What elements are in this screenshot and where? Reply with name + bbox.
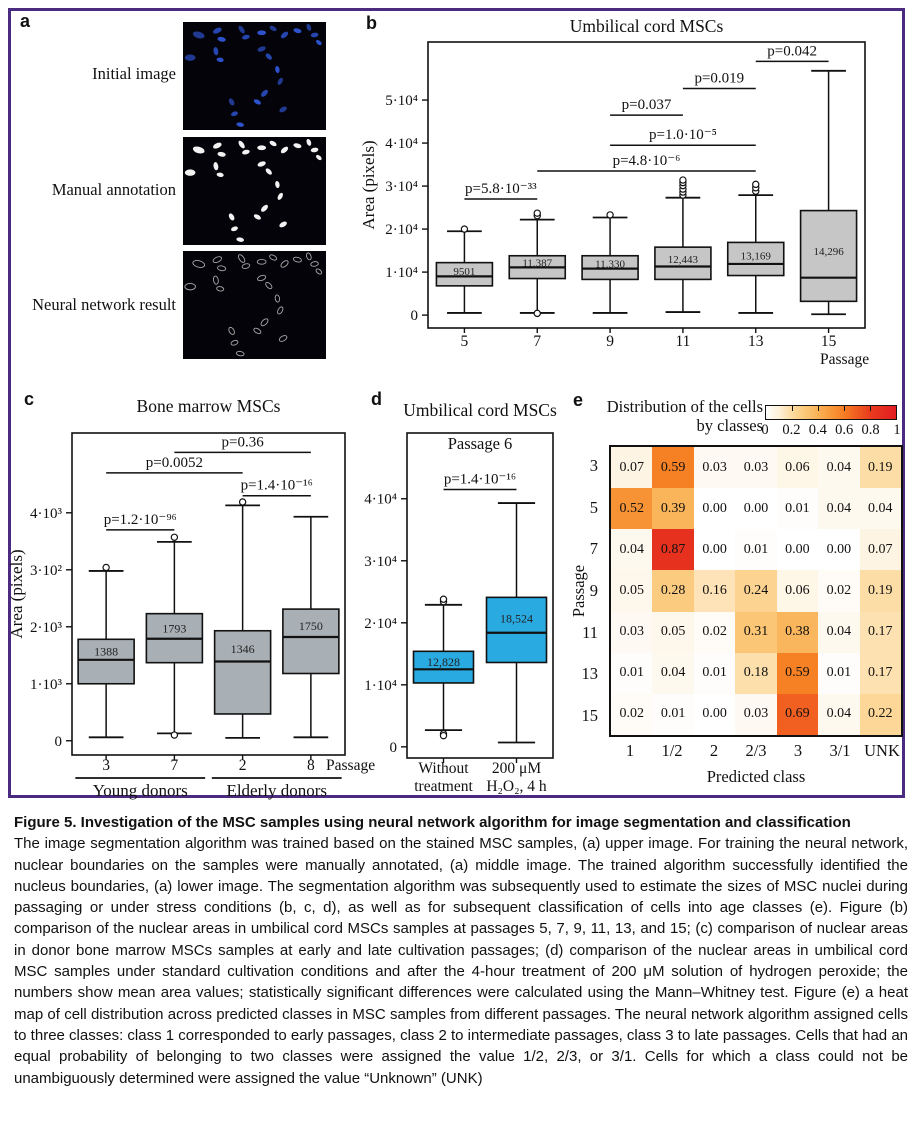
heatmap-row-label: 7	[589, 539, 598, 559]
nucleus	[257, 160, 267, 167]
nucleus	[230, 111, 238, 118]
nucleus	[237, 140, 246, 150]
nucleus	[236, 237, 244, 243]
outlier-point	[440, 733, 446, 739]
heatmap-cell: 0.01	[652, 694, 693, 735]
outlier-point	[680, 177, 686, 183]
heatmap-cell: 0.52	[611, 488, 652, 529]
nucleus	[242, 149, 251, 155]
heatmap-x-axis-label: Predicted class	[706, 767, 806, 786]
boxplot-box-1	[436, 226, 492, 333]
mean-value-label: 1793	[162, 621, 187, 636]
nucleus	[278, 220, 288, 228]
heatmap-grid	[609, 445, 903, 737]
nucleus	[276, 192, 284, 201]
nucleus	[280, 145, 290, 154]
heatmap-cell: 0.31	[735, 612, 776, 653]
nucleus	[192, 259, 205, 268]
nucleus	[257, 30, 266, 35]
nucleus	[275, 181, 280, 189]
nucleus	[192, 30, 205, 39]
outlier-point	[240, 499, 246, 505]
microscopy-manual-annotation	[183, 137, 326, 245]
nucleus	[260, 89, 269, 98]
heatmap-col-label: 2	[709, 741, 719, 760]
panel-a-annotation-label: Manual annotation	[51, 180, 176, 199]
heatmap-cell: 0.87	[652, 529, 693, 570]
boxplot-box-2	[487, 503, 547, 763]
heatmap-col-label: 3	[793, 741, 803, 760]
colorbar-tick-label: 0.2	[782, 422, 801, 438]
x-category-label: 200 μM	[491, 760, 542, 777]
figure-caption	[14, 812, 908, 1089]
heatmap-cell: 0.00	[694, 529, 735, 570]
heatmap-cell: 0.02	[611, 694, 652, 735]
nucleus	[237, 25, 246, 35]
plot-subtitle: Passage 6	[447, 434, 513, 453]
mean-value-label: 18,524	[500, 611, 533, 626]
y-tick-label: 1·10³	[30, 676, 62, 693]
nucleus	[228, 97, 236, 106]
nucleus	[216, 172, 224, 177]
nucleus	[265, 167, 274, 176]
heatmap-cell: 0.39	[652, 488, 693, 529]
y-tick-label: 3·10²	[30, 562, 62, 579]
heatmap-row-label: 15	[581, 706, 598, 726]
colorbar-tick	[792, 406, 793, 411]
nucleus	[257, 145, 266, 150]
x-category-label: 3	[102, 757, 110, 774]
outlier-point	[607, 212, 613, 218]
heatmap-cell: 0.59	[777, 653, 818, 694]
heatmap-cell: 0.01	[611, 653, 652, 694]
heatmap-row-label: 9	[589, 580, 598, 600]
boxplot-umbilical-passages	[358, 8, 910, 380]
colorbar-tick-labels	[761, 422, 901, 438]
outlier-point	[753, 181, 759, 187]
heatmap-cell: 0.24	[735, 570, 776, 611]
y-tick-label: 2·10³	[30, 619, 62, 636]
heatmap-cell: 0.01	[735, 529, 776, 570]
heatmap-cell: 0.17	[860, 612, 901, 653]
nucleus	[257, 259, 266, 264]
nucleus	[260, 204, 269, 213]
heatmap-cell: 0.01	[777, 488, 818, 529]
p-value-label: p=0.037	[621, 97, 672, 114]
x-axis-label: Passage	[326, 757, 376, 774]
colorbar	[765, 405, 897, 420]
nucleus	[216, 57, 224, 62]
x-axis-label: Passage	[820, 351, 870, 368]
donor-group-label: Young donors	[92, 781, 188, 800]
heatmap-col-label: 3/1	[829, 741, 851, 760]
heatmap-cell: 0.02	[694, 612, 735, 653]
boxplot-box-5	[728, 181, 784, 333]
heatmap-cell: 0.00	[694, 694, 735, 735]
heatmap-cell: 0.04	[860, 488, 901, 529]
p-value-label: p=1.0·10⁻⁵	[648, 127, 717, 144]
heatmap-cell: 0.16	[694, 570, 735, 611]
nucleus	[242, 263, 251, 269]
x-category-label: 7	[533, 333, 542, 350]
nucleus	[230, 226, 238, 233]
panel-a-result-label: Neural network result	[32, 295, 176, 314]
panel-e-heatmap	[565, 385, 915, 800]
heatmap-row-label: 11	[582, 622, 598, 642]
heatmap-cell: 0.06	[777, 447, 818, 488]
colorbar-tick	[870, 406, 871, 411]
caption-title: Figure 5. Investigation of the MSC samples using neural network algorithm for image segmentation and classification	[14, 814, 851, 831]
mean-value-label: 1346	[230, 642, 255, 657]
x-category-label: 2	[238, 757, 247, 774]
y-tick-label: 4·10⁴	[385, 136, 418, 153]
nucleus	[213, 47, 219, 56]
y-tick-label: 0	[389, 739, 397, 756]
heatmap-cell: 0.05	[652, 612, 693, 653]
mean-value-label: 11,387	[522, 257, 553, 270]
y-tick-label: 0	[54, 733, 62, 750]
nucleus	[269, 140, 278, 148]
heatmap-cell: 0.03	[735, 447, 776, 488]
nucleus	[293, 27, 302, 34]
y-axis-label: Area (pixels)	[7, 549, 26, 639]
nucleus	[315, 268, 323, 275]
outlier-point	[534, 210, 540, 216]
p-value-label: p=5.8·10⁻³³	[465, 180, 537, 197]
plot-title: Bone marrow MSCs	[136, 396, 281, 416]
heatmap-row-label: 3	[589, 455, 598, 475]
heatmap-cell: 0.28	[652, 570, 693, 611]
nucleus	[212, 26, 222, 34]
boxplot-box-6	[801, 71, 857, 333]
heatmap-cell: 0.04	[818, 488, 859, 529]
nucleus	[265, 281, 274, 290]
outlier-point	[461, 226, 467, 232]
panel-a-initial-label: Initial image	[92, 64, 176, 83]
y-axis-label: Area (pixels)	[359, 140, 378, 230]
nucleus	[217, 265, 226, 271]
p-value-label: p=0.36	[221, 434, 264, 451]
y-tick-label: 1·10⁴	[385, 265, 418, 282]
heatmap-cell: 0.59	[652, 447, 693, 488]
nucleus	[293, 142, 302, 149]
outlier-point	[440, 596, 446, 602]
boxplot-box-4	[283, 517, 339, 760]
heatmap-row-labels	[565, 445, 605, 737]
heatmap-cell: 0.00	[694, 488, 735, 529]
nucleus	[280, 259, 290, 268]
heatmap-cell: 0.01	[818, 653, 859, 694]
boxplot-box-3	[215, 499, 271, 760]
colorbar-tick	[818, 406, 819, 411]
nucleus	[257, 45, 267, 52]
nucleus	[276, 77, 284, 86]
heatmap-row-label: 13	[581, 664, 598, 684]
microscopy-neural-result	[183, 251, 326, 359]
nucleus	[293, 256, 302, 263]
nucleus	[236, 351, 244, 357]
p-value-label: p=4.8·10⁻⁶	[612, 153, 681, 170]
heatmap-cell: 0.22	[860, 694, 901, 735]
boxplot-box-3	[582, 212, 638, 333]
mean-value-label: 14,296	[813, 245, 844, 258]
nucleus	[237, 254, 246, 264]
heatmap-legend-title-line2: by classes	[696, 416, 763, 435]
heatmap-cell: 0.00	[777, 529, 818, 570]
y-tick-label: 4·10⁴	[364, 491, 397, 508]
nucleus	[212, 255, 222, 263]
heatmap-cell: 0.03	[611, 612, 652, 653]
nucleus	[260, 318, 269, 327]
heatmap-cell: 0.04	[818, 447, 859, 488]
nucleus	[310, 32, 318, 38]
nucleus	[278, 334, 288, 342]
nucleus	[236, 122, 244, 128]
x-category-label: 5	[460, 333, 469, 350]
p-value-label: p=0.042	[767, 43, 818, 60]
nucleus	[257, 274, 267, 281]
panel-b-letter: b	[366, 13, 377, 33]
heatmap-cell: 0.18	[735, 653, 776, 694]
nucleus	[228, 326, 236, 335]
nucleus	[192, 145, 205, 154]
nucleus	[265, 52, 274, 61]
heatmap-cell: 0.07	[860, 529, 901, 570]
nucleus	[306, 138, 313, 146]
nucleus	[269, 25, 278, 33]
nucleus	[278, 105, 288, 113]
colorbar-tick-label: 0.4	[808, 422, 827, 438]
heatmap-y-axis-label: Passage	[569, 564, 588, 618]
heatmap-cell: 0.04	[818, 694, 859, 735]
plot-title: Umbilical cord MSCs	[403, 400, 557, 420]
y-tick-label: 4·10³	[30, 505, 62, 522]
x-category-label: H₂O₂, 4 h	[486, 778, 547, 795]
y-tick-label: 3·10⁴	[364, 553, 397, 570]
outlier-point	[534, 310, 540, 316]
y-tick-label: 5·10⁴	[385, 93, 418, 110]
heatmap-cell: 0.06	[777, 570, 818, 611]
heatmap-col-label: 1	[625, 741, 635, 760]
nucleus	[280, 30, 290, 39]
colorbar-tick-label: 0	[761, 422, 769, 438]
heatmap-cell: 0.69	[777, 694, 818, 735]
mean-value-label: 11,330	[595, 258, 626, 271]
nucleus	[253, 213, 262, 221]
heatmap-cell: 0.05	[611, 570, 652, 611]
microscopy-initial-image	[183, 22, 326, 130]
nucleus	[185, 283, 196, 289]
nucleus	[213, 276, 219, 285]
boxplot-box-1	[78, 564, 134, 760]
y-tick-label: 1·10⁴	[364, 677, 397, 694]
x-category-label: 7	[170, 757, 179, 774]
nucleus	[212, 141, 222, 149]
nucleus	[315, 39, 323, 46]
heatmap-cell: 0.07	[611, 447, 652, 488]
heatmap-legend-title	[595, 397, 763, 435]
nucleus	[217, 151, 226, 157]
mean-value-label: 12,828	[427, 655, 460, 670]
p-value-label: p=1.4·10⁻¹⁶	[443, 471, 517, 488]
heatmap-col-labels	[609, 741, 903, 761]
x-category-label: 13	[748, 333, 764, 350]
boxplot-box-1	[414, 596, 474, 763]
outlier-point	[171, 732, 177, 738]
boxplot-box-2	[509, 210, 565, 333]
x-category-label: 8	[307, 757, 315, 774]
heatmap-cell: 0.03	[694, 447, 735, 488]
heatmap-col-label: 1/2	[661, 741, 683, 760]
colorbar-tick-label: 0.8	[861, 422, 880, 438]
panel-e-letter: e	[573, 390, 584, 410]
x-category-label: 11	[675, 333, 691, 350]
nucleus	[228, 212, 236, 221]
boxplot-bone-marrow	[7, 385, 376, 800]
nucleus	[275, 66, 280, 74]
nucleus	[269, 254, 278, 262]
p-value-label: p=0.0052	[145, 454, 203, 471]
heatmap-cell: 0.04	[818, 612, 859, 653]
outlier-point	[171, 534, 177, 540]
heatmap-cell: 0.19	[860, 447, 901, 488]
y-tick-label: 0	[410, 308, 418, 325]
heatmap-col-label: 2/3	[745, 741, 767, 760]
mean-value-label: 12,443	[667, 253, 699, 266]
mean-value-label: 9501	[453, 265, 476, 278]
heatmap-cell: 0.04	[611, 529, 652, 570]
heatmap-cell: 0.00	[818, 529, 859, 570]
nucleus	[217, 36, 226, 42]
nucleus	[253, 98, 262, 106]
nucleus	[310, 261, 318, 267]
donor-group-label: Elderly donors	[226, 781, 328, 800]
boxplot-peroxide-treatment	[362, 385, 562, 800]
nucleus	[310, 147, 318, 153]
nucleus	[253, 327, 262, 335]
heatmap-cell: 0.38	[777, 612, 818, 653]
panel-d-letter: d	[371, 389, 382, 409]
boxplot-box-2	[146, 534, 202, 760]
heatmap-cell: 0.19	[860, 570, 901, 611]
nucleus	[230, 340, 238, 347]
caption-body: The image segmentation algorithm was trained based on the stained MSC samples, (a) upper image. For training the neural network, nuclear boundaries on the samples were manually annotated, (a) middle image. The trained algorithm successfully identified the nucleus boundaries, (a) lower image. The segmentation algorithm was subsequently used to estimate the sizes of MSC nuclei during passaging or under stress conditions (b, c, d), as well as for subsequent classification of cells into age classes (e). Figure (b) comparison of the nuclear areas in umbilical cord MSCs samples at passages 5, 7, 9, 11, 13, and 15; (c) comparison of nuclear areas in donor bone marrow MSCs samples at early and late cultivation passages; (d) comparison of the nuclear areas in umbilical cord MSC samples under standard cultivation conditions and after the 4-hour treatment of 200 μM solution of hydrogen peroxide; the numbers show mean area values; statistically significant differences were calculated using the Mann–Whitney test. Figure (e) a heat map of cell distribution across predicted classes in MSC samples from different passages. The neural network algorithm assigned cells to three classes: class 1 corresponded to early passages, class 2 to intermediate passages, class 3 to late passages. Cells that had an equal probability of belonging to two classes were assigned the value 1/2, 2/3, or 3/1. Cells for which a class could not be unambiguously determined were assigned the value “Unknown” (UNK)	[14, 835, 908, 1087]
nucleus	[315, 154, 323, 161]
plot-title: Umbilical cord MSCs	[569, 16, 724, 36]
mean-value-label: 1388	[94, 644, 119, 659]
nucleus	[185, 54, 196, 60]
colorbar-tick-label: 1	[893, 422, 901, 438]
heatmap-cell: 0.03	[735, 694, 776, 735]
x-category-label: treatment	[414, 778, 473, 795]
nucleus	[216, 286, 224, 291]
outlier-point	[103, 564, 109, 570]
mean-value-label: 1750	[298, 618, 323, 633]
nucleus	[306, 23, 313, 31]
nucleus	[213, 162, 219, 171]
y-tick-label: 2·10⁴	[364, 615, 397, 632]
colorbar-tick-label: 0.6	[835, 422, 854, 438]
x-category-label: 15	[820, 333, 837, 350]
p-value-label: p=1.4·10⁻¹⁶	[240, 477, 313, 494]
heatmap-cell: 0.17	[860, 653, 901, 694]
nucleus	[242, 34, 251, 40]
nucleus	[275, 295, 280, 303]
p-value-label: p=1.2·10⁻⁹⁶	[103, 511, 177, 528]
y-tick-label: 3·10⁴	[385, 179, 418, 196]
heatmap-col-label: UNK	[864, 741, 900, 760]
panel-c-letter: c	[24, 389, 35, 409]
colorbar-tick	[844, 406, 845, 411]
panel-a-letter: a	[20, 11, 31, 31]
heatmap-cell: 0.01	[694, 653, 735, 694]
x-category-label: 9	[606, 333, 614, 350]
x-category-label: Without	[418, 760, 469, 777]
heatmap-cell: 0.04	[652, 653, 693, 694]
p-value-label: p=0.019	[694, 70, 745, 87]
mean-value-label: 13,169	[740, 250, 771, 263]
boxplot-box-4	[655, 177, 711, 333]
heatmap-legend-title-line1: Distribution of the cells	[606, 397, 763, 416]
heatmap-cell: 0.00	[735, 488, 776, 529]
nucleus	[185, 169, 196, 175]
y-tick-label: 2·10⁴	[385, 222, 418, 239]
heatmap-cell: 0.02	[818, 570, 859, 611]
nucleus	[306, 252, 313, 260]
nucleus	[276, 306, 284, 315]
heatmap-row-label: 5	[589, 497, 598, 517]
